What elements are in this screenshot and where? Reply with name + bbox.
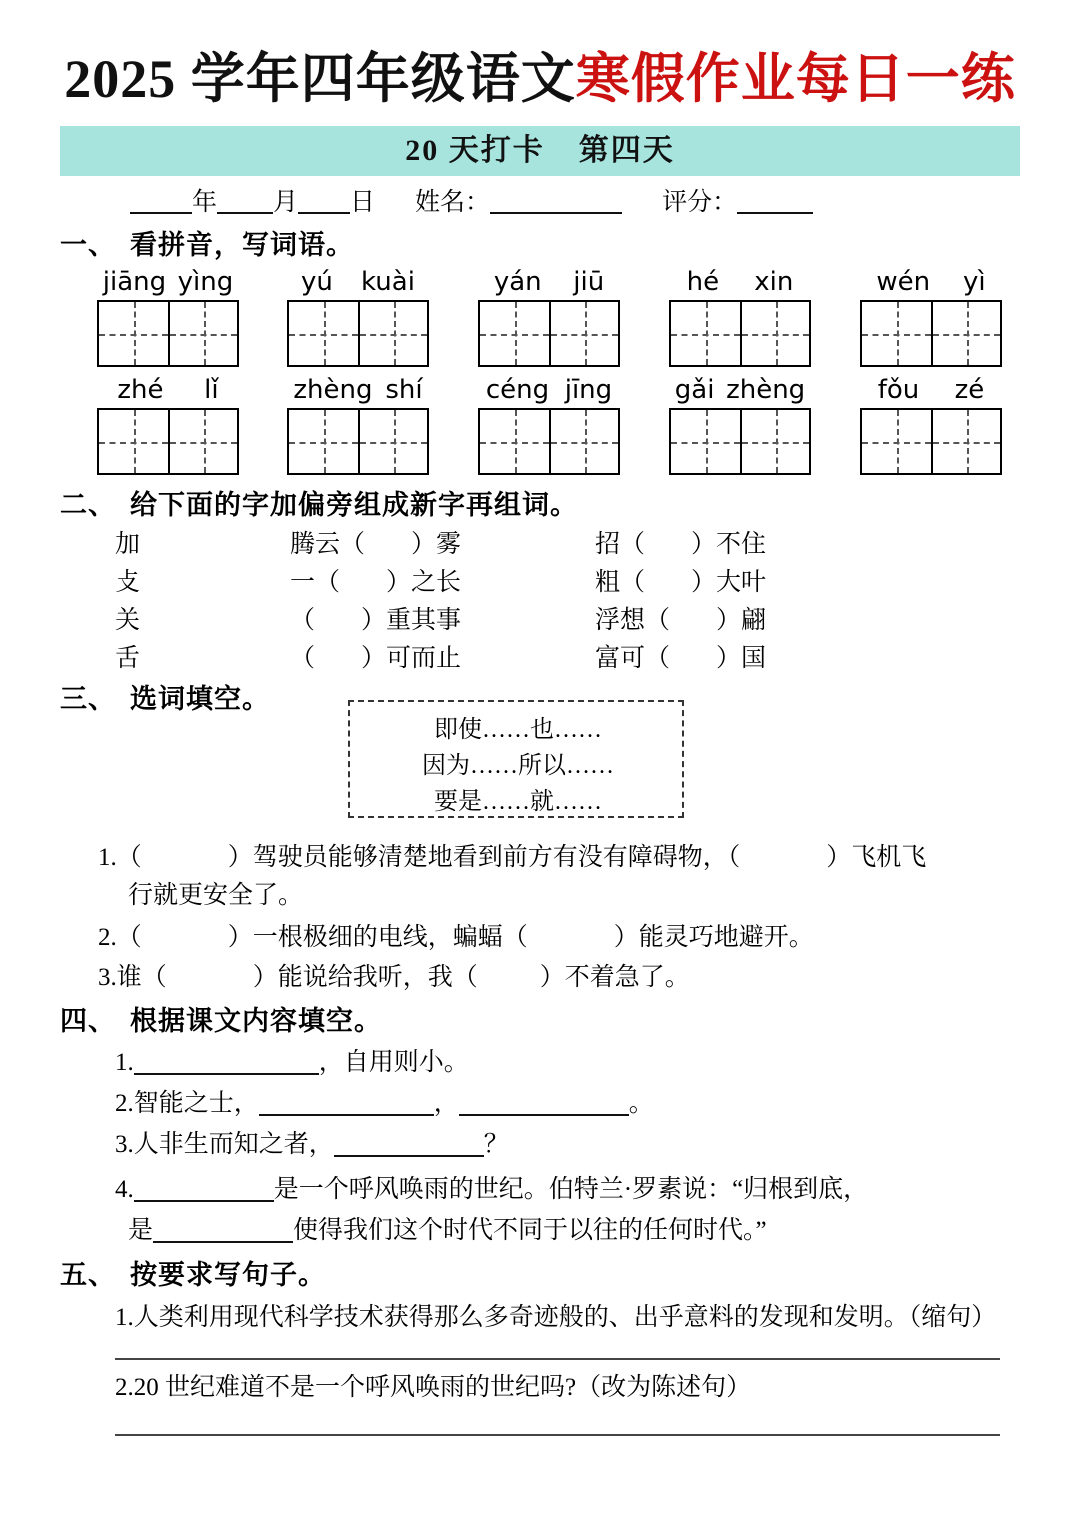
section-5-heading [60,1258,326,1292]
writing-cell[interactable] [168,302,237,365]
question-text: 人非生而知之者， [133,1131,334,1158]
question-text: ， [433,1090,459,1117]
word-bank-box [348,700,684,818]
list-item [115,1086,654,1122]
day-label: 日 [350,189,376,216]
phrase-middle [290,528,595,562]
phrase-right [595,528,766,562]
phrase-right [595,642,766,676]
writing-cell[interactable] [931,302,1000,365]
question-text: 。 [628,1090,654,1117]
section-1-heading-text: 看拼音，写词语。 [130,230,354,260]
pinyin-row2-word4 [669,374,811,406]
writing-grid-row2-3[interactable] [478,408,620,475]
answer-blank[interactable] [134,1176,274,1202]
checkin-banner-text [60,126,1020,176]
section-4-number: 四、 [60,1006,116,1036]
list-item-continuation [128,878,303,914]
answer-blank[interactable] [153,1217,293,1243]
list-item [115,1045,469,1081]
writing-cell[interactable] [480,410,549,473]
question-number: 3. [98,964,117,991]
pinyin-row2-word3 [478,374,620,406]
year-label: 年 [192,189,218,216]
question-number: 4. [115,1176,134,1203]
question-text: ）飞机飞 [826,844,927,871]
pinyin-syllable: kuài [361,267,415,297]
day-input-blank[interactable] [298,190,350,214]
phrase-prefix: 粗（ [595,569,646,596]
pinyin-syllable: yì [962,267,986,297]
question-number: 2. [98,924,117,951]
section-3-number: 三、 [60,684,116,714]
question-number: 1. [98,844,117,871]
pinyin-syllable: zhèng [293,375,373,405]
section-4-heading [60,1004,382,1038]
table-row [115,528,1020,562]
month-label: 月 [273,189,299,216]
phrase-suffix: ）大叶 [691,569,767,596]
section-3-heading-text: 选词填空。 [130,684,270,714]
list-item [98,960,690,996]
pinyin-syllable: yú [301,267,333,297]
writing-cell[interactable] [740,302,809,365]
pinyin-syllable: jiū [573,267,605,297]
pinyin-row2-word1 [97,374,239,406]
writing-grid-row2-2[interactable] [287,408,429,475]
writing-grid-row2-4[interactable] [669,408,811,475]
phrase-suffix: ）之长 [386,569,462,596]
pinyin-syllable: wén [876,267,931,297]
base-character: 攴 [115,569,141,596]
question-text: ）能说给我听，我（ [252,964,478,991]
pinyin-row1-word3 [478,266,620,298]
writing-cell[interactable] [99,410,168,473]
question-number: 1. [115,1049,134,1076]
checkin-day-number-label: 第四天 [578,134,675,167]
writing-cell[interactable] [549,302,618,365]
table-row [115,642,1020,676]
pinyin-row2-word2 [287,374,429,406]
question-text: ？ [483,1131,509,1158]
phrase-prefix: （ [290,645,316,672]
word-bank-item: 即使……也…… [434,717,602,743]
base-character: 加 [115,531,141,558]
year-input-blank[interactable] [130,190,192,214]
pinyin-row1-word5 [860,266,1002,298]
pinyin-syllable: lǐ [204,375,219,405]
writing-grid-row2-1[interactable] [97,408,239,475]
question-number: 1. [115,1304,134,1331]
phrase-middle [290,642,595,676]
pinyin-syllable: jīng [564,375,613,405]
phrase-suffix: ）雾 [411,531,462,558]
question-text: ）能灵巧地避开。 [613,924,814,951]
question-number: 2. [115,1374,134,1401]
writing-cell[interactable] [671,302,740,365]
question-text: ）驾驶员能够清楚地看到前方有没有障碍物，（ [227,844,741,871]
pinyin-syllable: gǎi [674,375,715,405]
question-number: 3. [115,1131,134,1158]
writing-cell[interactable] [549,410,618,473]
question-text: 智能之士， [133,1090,259,1117]
writing-grid-row1-4[interactable] [669,300,811,367]
table-row [115,566,1020,600]
section-1-number: 一、 [60,230,116,260]
list-item [115,1370,751,1406]
pinyin-syllable: shí [385,375,423,405]
section-2-heading-text: 给下面的字加偏旁组成新字再组词。 [130,490,578,520]
writing-cell[interactable] [289,302,358,365]
pinyin-syllable: xin [754,267,794,297]
word-bank-item: 因为……所以…… [422,753,614,779]
answer-blank[interactable] [259,1090,434,1116]
answer-blank[interactable] [459,1090,629,1116]
question-text: ，自用则小。 [318,1049,469,1076]
question-number: 2. [115,1090,134,1117]
writing-cell[interactable] [862,302,931,365]
section-5-number: 五、 [60,1260,116,1290]
question-text: 人类利用现代科学技术获得那么多奇迹般的、出乎意料的发现和发明。（缩句） [133,1304,997,1331]
pinyin-syllable: jiāng [102,267,167,297]
pinyin-row1-word4 [669,266,811,298]
question-text: 谁（ [116,964,167,991]
list-item-continuation [128,1213,767,1249]
question-text: （ [116,924,142,951]
writing-cell[interactable] [289,410,358,473]
pinyin-syllable: zhèng [726,375,806,405]
checkin-banner [60,126,1020,176]
phrase-middle [290,604,595,638]
list-item [98,840,926,876]
writing-grid-row1-5[interactable] [860,300,1002,367]
writing-cell[interactable] [740,410,809,473]
pinyin-syllable: céng [485,375,550,405]
writing-cell[interactable] [480,302,549,365]
pinyin-row1-word1 [97,266,239,298]
base-character: 舌 [115,645,141,672]
pinyin-syllable: zhé [117,375,164,405]
writing-cell[interactable] [931,410,1000,473]
section-2-number: 二、 [60,490,116,520]
base-character: 关 [115,607,141,634]
score-label: 评分： [662,189,738,216]
pinyin-row1-word2 [287,266,429,298]
writing-grid-row1-2[interactable] [287,300,429,367]
phrase-suffix: ）可而止 [361,645,462,672]
list-item [115,1127,509,1163]
section-1-heading [60,228,354,262]
question-text: ）一根极细的电线，蝙蝠（ [227,924,528,951]
section-2-heading [60,488,578,522]
section-3-heading [60,682,270,716]
phrase-middle [290,566,595,600]
phrase-prefix: 一（ [290,569,341,596]
phrase-prefix: 腾云（ [290,531,366,558]
question-text: 20 世纪难道不是一个呼风唤雨的世纪吗?（改为陈述句） [133,1374,752,1401]
question-text: 行就更安全了。 [128,882,304,909]
question-text: 是一个呼风唤雨的世纪。伯特兰·罗素说：“归根到底， [273,1176,869,1203]
pinyin-syllable: yán [493,267,542,297]
section-4-heading-text: 根据课文内容填空。 [130,1006,382,1036]
phrase-right [595,604,766,638]
pinyin-syllable: yìng [177,267,234,297]
page-title [0,48,1080,110]
writing-cell[interactable] [358,410,427,473]
student-info-line [130,186,1030,220]
pinyin-syllable: zé [954,375,985,405]
list-item [115,1300,996,1336]
phrase-suffix: ）不住 [691,531,767,558]
answer-rule-line[interactable] [115,1434,1000,1436]
question-text: ）不着急了。 [539,964,690,991]
writing-grid-row2-5[interactable] [860,408,1002,475]
phrase-prefix: 浮想（ [595,607,671,634]
phrase-suffix: ）重其事 [361,607,462,634]
month-input-blank[interactable] [217,190,273,214]
name-input-blank[interactable] [490,190,622,214]
phrase-prefix: 富可（ [595,645,671,672]
page-title-red: 寒假作业每日一练 [575,49,1016,109]
word-bank-item: 要是……就…… [434,789,602,815]
question-text: （ [116,844,142,871]
question-text: 使得我们这个时代不同于以往的任何时代。” [293,1217,767,1244]
page-title-black: 2025 学年四年级语文 [64,49,576,109]
score-input-blank[interactable] [737,190,813,214]
list-item [115,1172,868,1208]
writing-cell[interactable] [358,302,427,365]
question-text: 是 [128,1217,154,1244]
writing-cell[interactable] [671,410,740,473]
writing-grid-row1-1[interactable] [97,300,239,367]
list-item [98,920,814,956]
answer-blank[interactable] [134,1049,319,1075]
pinyin-syllable: fǒu [877,375,920,405]
phrase-right [595,566,766,600]
writing-cell[interactable] [99,302,168,365]
checkin-days-label: 20 天打卡 [405,134,545,167]
pinyin-row2-word5 [860,374,1002,406]
writing-grid-row1-3[interactable] [478,300,620,367]
table-row [115,604,1020,638]
answer-blank[interactable] [334,1131,484,1157]
phrase-suffix: ）翩 [716,607,767,634]
writing-cell[interactable] [168,410,237,473]
answer-rule-line[interactable] [115,1358,1000,1360]
name-label: 姓名： [415,189,491,216]
section-5-heading-text: 按要求写句子。 [130,1260,326,1290]
pinyin-syllable: hé [686,267,720,297]
writing-cell[interactable] [862,410,931,473]
phrase-prefix: 招（ [595,531,646,558]
phrase-suffix: ）国 [716,645,767,672]
phrase-prefix: （ [290,607,316,634]
